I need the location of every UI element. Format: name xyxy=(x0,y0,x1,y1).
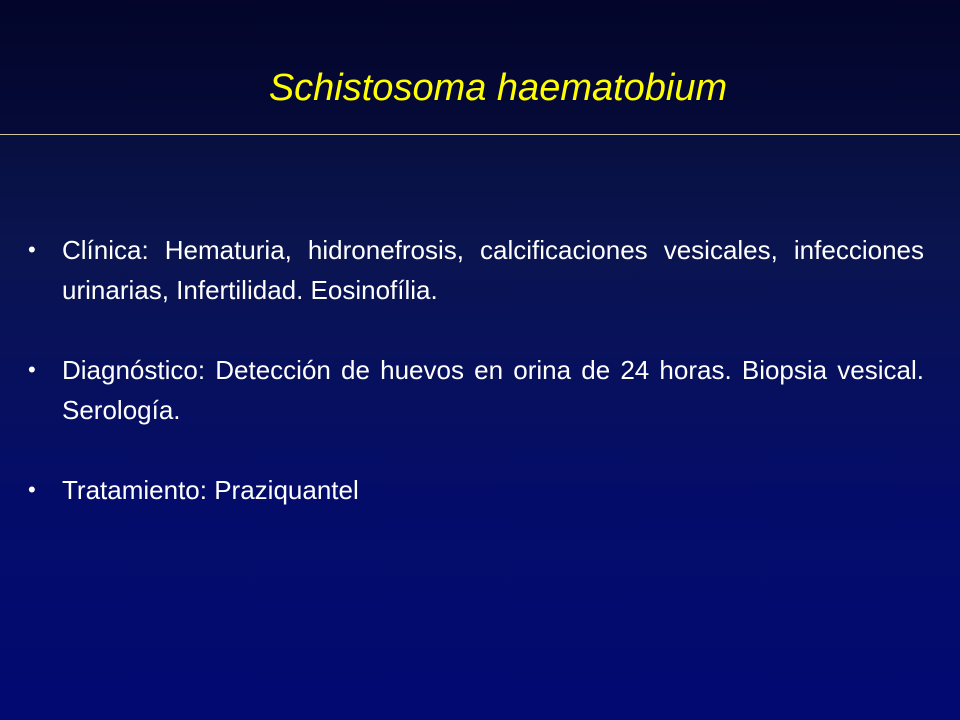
bullet-list xyxy=(24,230,924,550)
bullet-tratamiento xyxy=(24,470,924,510)
bullet-dot-icon: • xyxy=(28,237,36,262)
bullet-diagnostico xyxy=(24,350,924,430)
bullet-text: Clínica: Hematuria, hidronefrosis, calcificaciones vesicales, infecciones urinarias, Infertilidad. Eosinofília. xyxy=(62,235,924,305)
title-divider xyxy=(0,134,960,135)
title-bar xyxy=(0,0,960,134)
bullet-text: Diagnóstico: Detección de huevos en orina de 24 horas. Biopsia vesical. Serología. xyxy=(62,355,924,425)
bullet-clinica xyxy=(24,230,924,310)
slide-title: Schistosoma haematobium xyxy=(268,67,728,109)
bullet-text: Tratamiento: Praziquantel xyxy=(62,475,359,505)
bullet-dot-icon: • xyxy=(28,357,36,382)
bullet-dot-icon: • xyxy=(28,477,36,502)
